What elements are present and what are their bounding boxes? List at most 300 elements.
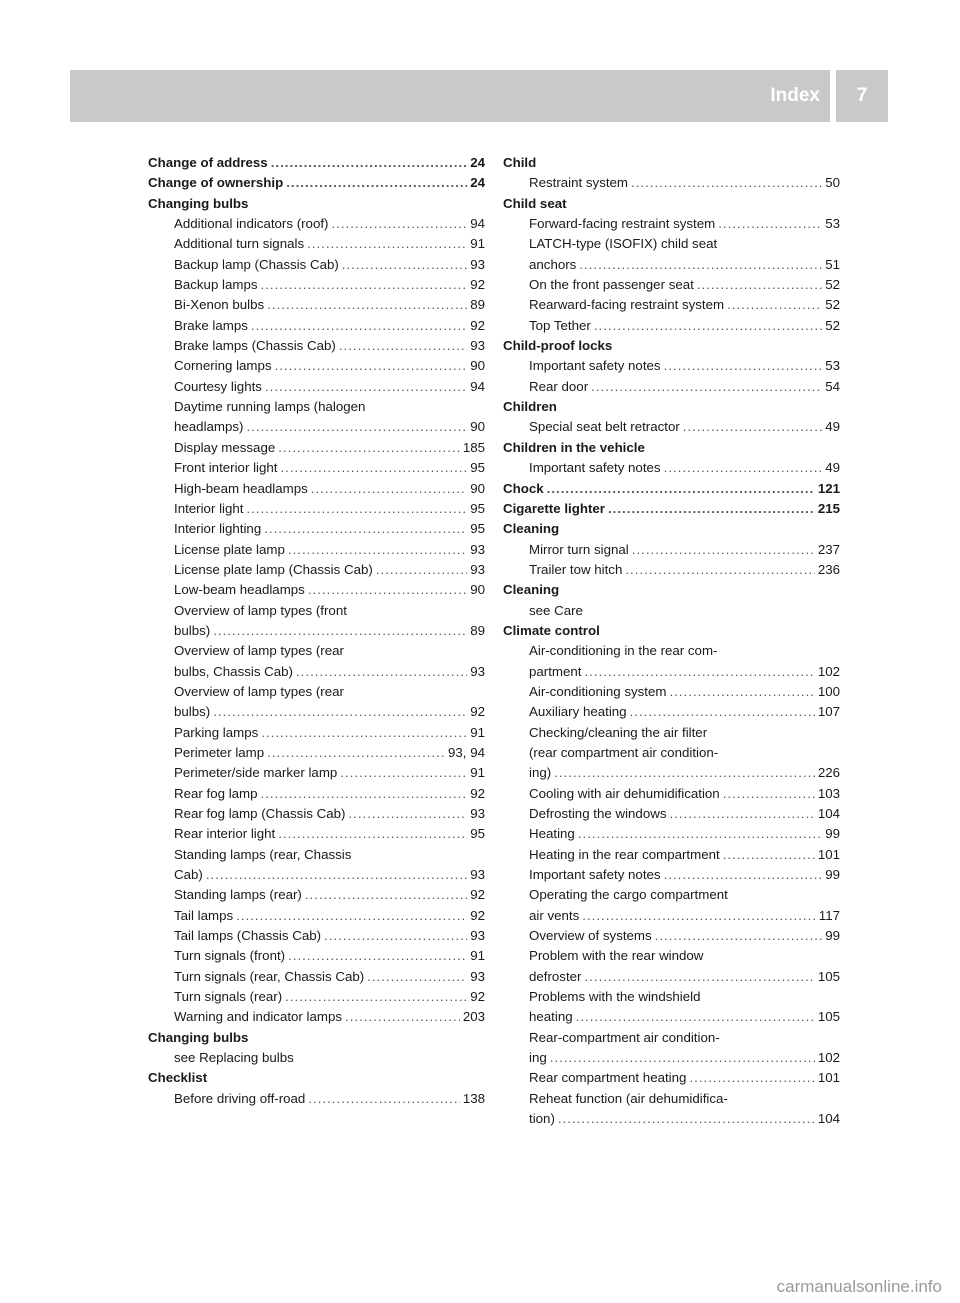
dot-leader <box>246 499 467 519</box>
entry-page-number: 24 <box>470 155 485 170</box>
entry-page-number: 94 <box>470 216 485 232</box>
index-subentry <box>503 417 840 437</box>
index-subentry <box>148 560 485 580</box>
dot-leader <box>579 255 822 275</box>
index-column-left <box>148 153 485 1109</box>
index-subentry <box>148 336 485 356</box>
index-subentry <box>148 702 485 722</box>
dot-leader <box>206 865 467 885</box>
index-heading: Cleaning <box>503 582 560 598</box>
entry-text: On the front passenger seat <box>529 277 694 293</box>
entry-page-number: 203 <box>462 1009 485 1025</box>
index-subentry <box>148 621 485 641</box>
entry-page-number: 226 <box>817 765 840 781</box>
index-heading <box>148 173 485 193</box>
entry-text: Rear fog lamp <box>174 785 258 801</box>
dot-leader <box>669 682 814 702</box>
entry-text: Change of address <box>148 155 268 170</box>
entry-text: Heating in the rear compartment <box>529 846 720 862</box>
entry-text: Warning and indicator lamps <box>174 1009 343 1025</box>
entry-text: High-beam headlamps <box>174 480 308 496</box>
dot-leader <box>296 662 467 682</box>
entry-page-number: 92 <box>470 907 485 923</box>
dot-leader <box>213 621 467 641</box>
index-header-bar <box>70 70 888 122</box>
index-subentry: (rear compartment air condition- <box>529 744 719 760</box>
index-subentry <box>148 580 485 600</box>
index-subentry <box>148 438 485 458</box>
entry-page-number: 95 <box>470 521 485 537</box>
index-subentry <box>503 255 840 275</box>
entry-text: Backup lamps <box>174 277 258 293</box>
dot-leader <box>632 540 815 560</box>
index-subentry <box>503 1068 840 1088</box>
entry-text: Cornering lamps <box>174 358 272 374</box>
dot-leader <box>288 540 467 560</box>
index-heading: Child-proof locks <box>503 338 613 354</box>
dot-leader <box>578 824 822 844</box>
index-subentry <box>148 906 485 926</box>
entry-text: Chock <box>503 480 544 496</box>
index-subentry <box>503 377 840 397</box>
entry-text: Mirror turn signal <box>529 541 629 557</box>
dot-leader <box>689 1068 814 1088</box>
entry-page-number: 51 <box>825 256 840 272</box>
index-subentry <box>148 824 485 844</box>
index-subentry <box>148 519 485 539</box>
entry-text: heating <box>529 1009 573 1025</box>
index-heading <box>148 153 485 173</box>
entry-text: air vents <box>529 907 580 923</box>
entry-text: Parking lamps <box>174 724 259 740</box>
entry-text: Turn signals (rear) <box>174 989 283 1005</box>
entry-page-number: 93 <box>470 541 485 557</box>
entry-text: Tail lamps <box>174 907 234 923</box>
entry-page-number: 92 <box>470 277 485 293</box>
entry-page-number: 93 <box>470 561 485 577</box>
dot-leader <box>625 560 814 580</box>
dot-leader <box>723 845 815 865</box>
entry-page-number: 101 <box>817 1070 840 1086</box>
dot-leader <box>554 763 815 783</box>
entry-page-number: 102 <box>817 663 840 679</box>
entry-text: anchors <box>529 256 577 272</box>
dot-leader <box>718 214 822 234</box>
entry-text: Change of ownership <box>148 175 284 191</box>
entry-text: Top Tether <box>529 317 591 333</box>
dot-leader <box>584 967 814 987</box>
entry-page-number: 89 <box>470 297 485 313</box>
dot-leader <box>547 479 815 499</box>
entry-text: Important safety notes <box>529 358 661 374</box>
dot-leader <box>582 906 816 926</box>
index-heading: Children in the vehicle <box>503 439 645 455</box>
index-subentry: Air-conditioning in the rear com- <box>529 643 718 659</box>
entry-page-number: 138 <box>462 1090 485 1106</box>
page-number: 7 <box>856 85 868 106</box>
entry-page-number: 90 <box>470 480 485 496</box>
index-subentry <box>503 967 840 987</box>
index-subentry <box>148 763 485 783</box>
dot-leader <box>308 1089 459 1109</box>
entry-text: ing) <box>529 765 552 781</box>
index-subentry <box>148 1089 485 1109</box>
entry-page-number: 95 <box>470 500 485 516</box>
dot-leader <box>264 519 467 539</box>
entry-text: Perimeter/side marker lamp <box>174 765 338 781</box>
dot-leader <box>584 662 814 682</box>
entry-page-number: 52 <box>825 317 840 333</box>
dot-leader <box>608 499 815 519</box>
dot-leader <box>308 580 467 600</box>
entry-page-number: 52 <box>825 297 840 313</box>
index-subentry <box>503 295 840 315</box>
entry-page-number: 100 <box>817 683 840 699</box>
index-subentry <box>148 662 485 682</box>
entry-page-number: 92 <box>470 887 485 903</box>
entry-text: Defrosting the windows <box>529 806 667 821</box>
index-subentry <box>148 255 485 275</box>
dot-leader <box>246 417 467 437</box>
entry-page-number: 92 <box>470 785 485 801</box>
entry-page-number: 90 <box>470 419 485 435</box>
header-page-box <box>836 70 888 122</box>
entry-page-number: 94 <box>470 378 485 394</box>
entry-text: Tail lamps (Chassis Cab) <box>174 928 322 944</box>
entry-text: bulbs) <box>174 622 211 638</box>
index-subentry <box>148 377 485 397</box>
entry-page-number: 93 <box>470 968 485 984</box>
entry-text: Turn signals (front) <box>174 948 286 964</box>
entry-text: Cigarette lighter <box>503 500 605 516</box>
index-subentry: Problem with the rear window <box>529 948 704 964</box>
entry-text: Front interior light <box>174 460 278 476</box>
entry-page-number: 90 <box>470 358 485 374</box>
entry-page-number: 117 <box>818 907 840 923</box>
index-subentry <box>148 885 485 905</box>
index-subentry <box>148 295 485 315</box>
entry-page-number: 103 <box>817 785 840 801</box>
entry-page-number: 91 <box>470 724 485 740</box>
entry-text: Rear compartment heating <box>529 1070 687 1086</box>
entry-text: Additional turn signals <box>174 236 305 252</box>
entry-page-number: 93, 94 <box>448 744 485 760</box>
entry-page-number: 104 <box>817 1111 840 1127</box>
dot-leader <box>669 804 814 824</box>
entry-text: Display message <box>174 439 276 455</box>
index-subentry: Reheat function (air dehumidifica- <box>529 1090 728 1106</box>
dot-leader <box>558 1109 815 1129</box>
dot-leader <box>655 926 823 946</box>
entry-page-number: 93 <box>470 338 485 354</box>
index-column-right <box>503 153 840 1130</box>
dot-leader <box>576 1007 815 1027</box>
entry-text: bulbs, Chassis Cab) <box>174 663 293 679</box>
index-subentry <box>503 560 840 580</box>
dot-leader <box>550 1048 815 1068</box>
dot-leader <box>367 967 467 987</box>
entry-page-number: 93 <box>470 806 485 821</box>
dot-leader <box>236 906 467 926</box>
entry-page-number: 104 <box>817 806 840 821</box>
entry-text: Cab) <box>174 867 203 883</box>
index-subentry <box>503 458 840 478</box>
index-subentry <box>503 845 840 865</box>
dot-leader <box>342 255 467 275</box>
entry-text: Interior light <box>174 500 244 516</box>
entry-text: tion) <box>529 1111 555 1127</box>
dot-leader <box>261 723 467 743</box>
dot-leader <box>664 356 823 376</box>
dot-leader <box>285 987 467 1007</box>
index-subentry <box>148 458 485 478</box>
index-heading: Child seat <box>503 195 567 211</box>
dot-leader <box>271 153 468 173</box>
dot-leader <box>331 214 467 234</box>
index-subentry <box>503 316 840 336</box>
index-heading: Cleaning <box>503 521 560 537</box>
index-subentry <box>148 316 485 336</box>
header-title-box <box>70 70 830 122</box>
entry-page-number: 49 <box>825 460 840 476</box>
index-subentry <box>148 946 485 966</box>
index-heading: Children <box>503 399 557 415</box>
footer-watermark: carmanualsonline.info <box>776 1277 942 1296</box>
entry-text: Important safety notes <box>529 867 661 883</box>
index-subentry <box>148 214 485 234</box>
dot-leader <box>280 458 467 478</box>
entry-page-number: 49 <box>825 419 840 435</box>
entry-page-number: 99 <box>825 867 840 883</box>
index-subentry <box>503 173 840 193</box>
index-subentry: Standing lamps (rear, Chassis <box>174 846 352 862</box>
index-subentry <box>503 540 840 560</box>
dot-leader <box>286 173 467 193</box>
entry-text: License plate lamp <box>174 541 285 557</box>
entry-page-number: 95 <box>470 460 485 476</box>
index-subentry: Operating the cargo compartment <box>529 887 728 903</box>
entry-text: Backup lamp (Chassis Cab) <box>174 256 339 272</box>
entry-text: Turn signals (rear, Chassis Cab) <box>174 968 365 984</box>
index-heading: Changing bulbs <box>148 1029 249 1045</box>
dot-leader <box>307 234 467 254</box>
index-subentry <box>148 356 485 376</box>
index-subentry <box>503 356 840 376</box>
index-subentry <box>148 723 485 743</box>
entry-page-number: 50 <box>825 175 840 191</box>
entry-text: bulbs) <box>174 704 211 720</box>
entry-text: headlamps) <box>174 419 244 435</box>
entry-page-number: 95 <box>470 826 485 842</box>
entry-text: License plate lamp (Chassis Cab) <box>174 561 373 577</box>
dot-leader <box>278 438 460 458</box>
entry-text: Additional indicators (roof) <box>174 216 329 232</box>
index-subentry <box>503 906 840 926</box>
entry-text: Standing lamps (rear) <box>174 887 302 903</box>
entry-page-number: 93 <box>470 867 485 883</box>
dot-leader <box>594 316 822 336</box>
entry-text: Interior lighting <box>174 521 262 537</box>
index-subentry <box>503 784 840 804</box>
entry-page-number: 121 <box>817 480 840 496</box>
entry-text: Air-conditioning system <box>529 683 667 699</box>
index-subentry: Problems with the windshield <box>529 989 701 1005</box>
index-subentry <box>148 540 485 560</box>
dot-leader <box>376 560 467 580</box>
index-subentry: see Replacing bulbs <box>174 1050 294 1066</box>
dot-leader <box>275 356 468 376</box>
entry-page-number: 237 <box>817 541 840 557</box>
dot-leader <box>213 702 467 722</box>
entry-page-number: 92 <box>470 317 485 333</box>
dot-leader <box>305 885 467 905</box>
entry-text: Brake lamps <box>174 317 248 333</box>
index-subentry <box>503 662 840 682</box>
dot-leader <box>265 377 467 397</box>
index-subentry: see Care <box>529 602 583 618</box>
dot-leader <box>664 865 823 885</box>
entry-page-number: 185 <box>462 439 485 455</box>
dot-leader <box>251 316 467 336</box>
index-subentry: Daytime running lamps (halogen <box>174 399 366 415</box>
entry-page-number: 236 <box>817 561 840 577</box>
entry-text: partment <box>529 663 582 679</box>
dot-leader <box>723 784 815 804</box>
index-heading <box>503 479 840 499</box>
entry-page-number: 107 <box>817 704 840 720</box>
index-subentry <box>503 214 840 234</box>
entry-page-number: 93 <box>470 928 485 944</box>
index-subentry <box>148 499 485 519</box>
dot-leader <box>261 275 468 295</box>
index-heading <box>503 499 840 519</box>
index-subentry <box>503 824 840 844</box>
index-subentry: Checking/cleaning the air filter <box>529 724 708 740</box>
entry-text: Forward-facing restraint system <box>529 216 716 232</box>
entry-text: Restraint system <box>529 175 629 191</box>
entry-page-number: 52 <box>825 277 840 293</box>
index-subentry: Overview of lamp types (front <box>174 602 347 618</box>
index-subentry <box>148 926 485 946</box>
index-subentry <box>148 967 485 987</box>
dot-leader <box>311 479 467 499</box>
entry-text: defroster <box>529 968 582 984</box>
dot-leader <box>340 763 467 783</box>
entry-text: ing <box>529 1050 547 1066</box>
dot-leader <box>348 804 467 824</box>
index-subentry: Overview of lamp types (rear <box>174 683 344 699</box>
entry-page-number: 92 <box>470 989 485 1005</box>
dot-leader <box>261 784 468 804</box>
dot-leader <box>267 295 467 315</box>
entry-text: Courtesy lights <box>174 378 262 394</box>
dot-leader <box>324 926 467 946</box>
dot-leader <box>664 458 823 478</box>
index-subentry <box>503 1048 840 1068</box>
index-heading: Changing bulbs <box>148 195 249 211</box>
index-subentry: Overview of lamp types (rear <box>174 643 344 659</box>
entry-text: Trailer tow hitch <box>529 561 623 577</box>
entry-page-number: 53 <box>825 216 840 232</box>
entry-page-number: 101 <box>817 846 840 862</box>
entry-page-number: 99 <box>825 928 840 944</box>
index-subentry <box>503 804 840 824</box>
dot-leader <box>727 295 822 315</box>
entry-text: Rear door <box>529 378 589 394</box>
entry-text: Rear fog lamp (Chassis Cab) <box>174 806 346 821</box>
index-heading: Checklist <box>148 1070 208 1086</box>
entry-text: Special seat belt retractor <box>529 419 680 435</box>
entry-text: Rear interior light <box>174 826 276 842</box>
entry-page-number: 89 <box>470 622 485 638</box>
entry-page-number: 93 <box>470 256 485 272</box>
entry-page-number: 102 <box>817 1050 840 1066</box>
entry-page-number: 105 <box>817 968 840 984</box>
index-subentry <box>148 865 485 885</box>
entry-text: Important safety notes <box>529 460 661 476</box>
dot-leader <box>267 743 445 763</box>
entry-page-number: 90 <box>470 582 485 598</box>
entry-page-number: 91 <box>470 236 485 252</box>
index-heading: Child <box>503 155 537 170</box>
index-subentry <box>148 804 485 824</box>
dot-leader <box>278 824 467 844</box>
entry-page-number: 93 <box>470 663 485 679</box>
index-subentry <box>503 1007 840 1027</box>
entry-page-number: 53 <box>825 358 840 374</box>
index-subentry <box>148 987 485 1007</box>
index-subentry <box>503 682 840 702</box>
index-subentry: Rear-compartment air condition- <box>529 1029 720 1045</box>
entry-page-number: 215 <box>817 500 840 516</box>
index-subentry <box>503 763 840 783</box>
entry-text: Brake lamps (Chassis Cab) <box>174 338 336 354</box>
entry-text: Bi-Xenon bulbs <box>174 297 265 313</box>
index-subentry <box>503 275 840 295</box>
index-subentry <box>148 743 485 763</box>
index-subentry <box>503 926 840 946</box>
entry-text: Rearward-facing restraint system <box>529 297 725 313</box>
entry-page-number: 105 <box>817 1009 840 1025</box>
dot-leader <box>591 377 822 397</box>
index-subentry <box>148 784 485 804</box>
index-subentry <box>503 1109 840 1129</box>
dot-leader <box>683 417 822 437</box>
index-subentry <box>148 479 485 499</box>
index-heading: Climate control <box>503 622 600 638</box>
entry-page-number: 91 <box>470 948 485 964</box>
dot-leader <box>339 336 467 356</box>
dot-leader <box>630 702 815 722</box>
dot-leader <box>288 946 467 966</box>
index-subentry <box>503 865 840 885</box>
entry-text: Overview of systems <box>529 928 652 944</box>
index-subentry <box>503 702 840 722</box>
entry-text: Heating <box>529 826 575 842</box>
entry-text: Before driving off-road <box>174 1090 306 1106</box>
entry-page-number: 24 <box>470 175 485 191</box>
dot-leader <box>631 173 822 193</box>
entry-text: Auxiliary heating <box>529 704 627 720</box>
index-subentry <box>148 275 485 295</box>
entry-text: Low-beam headlamps <box>174 582 305 598</box>
entry-page-number: 92 <box>470 704 485 720</box>
dot-leader <box>345 1007 460 1027</box>
index-subentry <box>148 234 485 254</box>
index-subentry: LATCH-type (ISOFIX) child seat <box>529 236 718 252</box>
entry-page-number: 99 <box>825 826 840 842</box>
dot-leader <box>697 275 822 295</box>
